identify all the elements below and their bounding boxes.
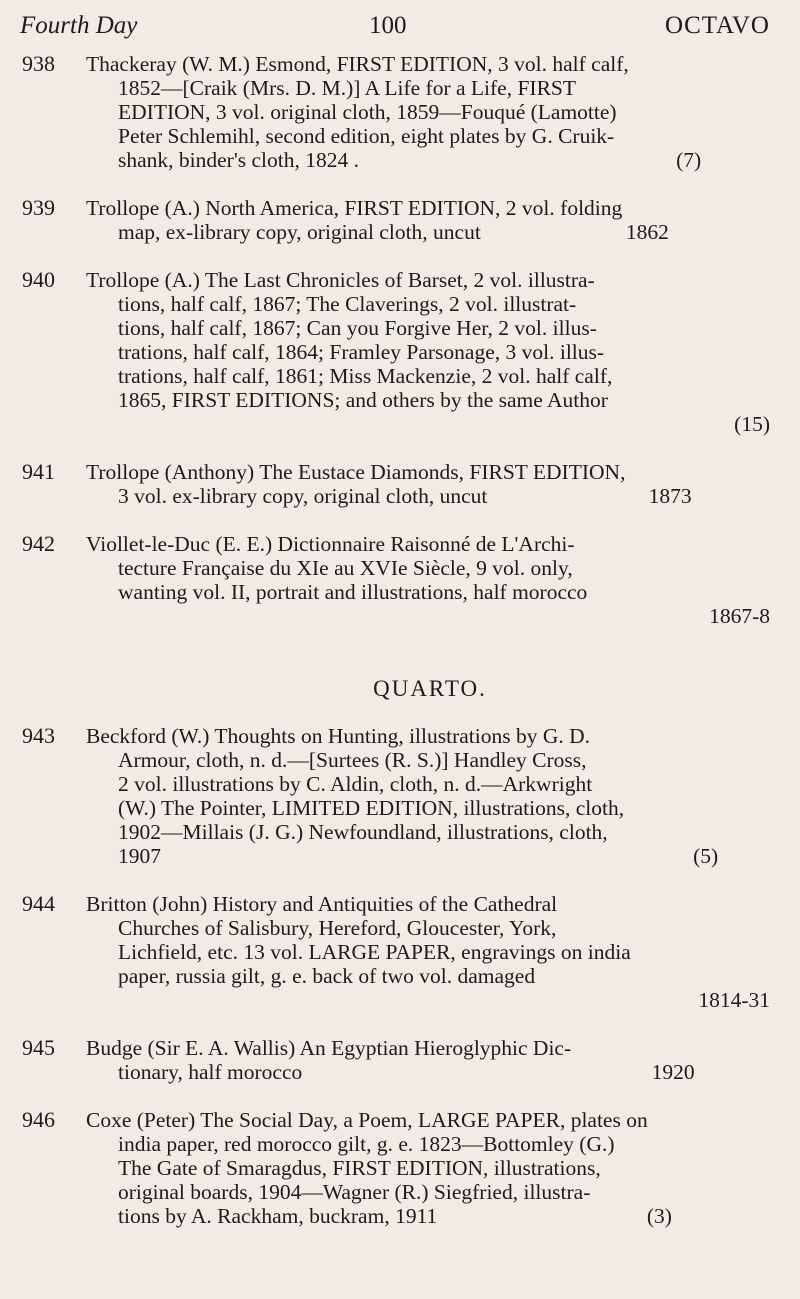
lot-entry xyxy=(0,532,800,628)
lot-entry xyxy=(0,460,800,508)
lot-entry xyxy=(0,1036,800,1084)
lot-line: The Gate of Smaragdus, FIRST EDITION, illustrations, xyxy=(118,1156,601,1180)
lot-entry xyxy=(0,1108,800,1228)
lot-description xyxy=(86,52,770,172)
lot-line: (15) xyxy=(734,412,770,436)
lot-line: wanting vol. II, portrait and illustrations, half morocco xyxy=(118,580,588,604)
lot-line: Peter Schlemihl, second edition, eight plates by G. Cruik- xyxy=(118,124,615,148)
lot-line: 1902—Millais (J. G.) Newfoundland, illustrations, cloth, xyxy=(118,820,608,844)
lot-line: Britton (John) History and Antiquities of the Cathedral xyxy=(86,892,558,916)
lot-number: 939 xyxy=(22,195,55,220)
lot-line: Lichfield, etc. 13 vol. LARGE PAPER, engravings on india xyxy=(118,940,631,964)
lot-line: Churches of Salisbury, Hereford, Gloucester, York, xyxy=(118,916,557,940)
lot-line: Trollope (A.) North America, FIRST EDITION, 2 vol. folding xyxy=(86,196,623,220)
lot-line: 1814-31 xyxy=(698,988,770,1012)
lot-line: Trollope (Anthony) The Eustace Diamonds, FIRST EDITION, xyxy=(86,460,626,484)
lot-line: Thackeray (W. M.) Esmond, FIRST EDITION, 3 vol. half calf, xyxy=(86,52,629,76)
lot-entry xyxy=(0,196,800,244)
lot-number: 938 xyxy=(22,51,55,76)
lot-description xyxy=(86,460,770,508)
lot-line: 1865, FIRST EDITIONS; and others by the same Author xyxy=(118,388,608,412)
section-label: OCTAVO xyxy=(665,12,770,39)
lot-description xyxy=(86,268,770,436)
lot-line: tions by A. Rackham, buckram, 1911 (3) xyxy=(118,1204,672,1228)
lot-number: 945 xyxy=(22,1035,55,1060)
lot-line: EDITION, 3 vol. original cloth, 1859—Fouqué (Lamotte) xyxy=(118,100,617,124)
lot-description xyxy=(86,892,770,1012)
lot-description xyxy=(86,196,770,244)
lot-line: tions, half calf, 1867; The Claverings, 2 vol. illustrat- xyxy=(118,292,577,316)
lot-line: tionary, half morocco 1920 xyxy=(118,1060,695,1084)
lot-line: original boards, 1904—Wagner (R.) Siegfried, illustra- xyxy=(118,1180,591,1204)
lot-number: 941 xyxy=(22,459,55,484)
lot-line: 1852—[Craik (Mrs. D. M.)] A Life for a Life, FIRST xyxy=(118,76,576,100)
section-heading: QUARTO. xyxy=(373,676,487,701)
lot-description xyxy=(86,1108,770,1228)
lot-line: (W.) The Pointer, LIMITED EDITION, illustrations, cloth, xyxy=(118,796,625,820)
lot-line: 2 vol. illustrations by C. Aldin, cloth, n. d.—Arkwright xyxy=(118,772,593,796)
lot-line: 1867-8 xyxy=(709,604,770,628)
lot-line: trations, half calf, 1864; Framley Parsonage, 3 vol. illus- xyxy=(118,340,605,364)
lot-line: Viollet-le-Duc (E. E.) Dictionnaire Raisonné de L'Archi- xyxy=(86,532,575,556)
octavo-lots xyxy=(0,52,800,652)
lot-line: 3 vol. ex-library copy, original cloth, uncut 1873 xyxy=(118,484,692,508)
lot-line: 1907 (5) xyxy=(118,844,719,868)
lot-number: 942 xyxy=(22,531,55,556)
lot-line: tions, half calf, 1867; Can you Forgive Her, 2 vol. illus- xyxy=(118,316,597,340)
day-label: Fourth Day xyxy=(20,12,138,39)
lot-line: shank, binder's cloth, 1824 . (7) xyxy=(118,148,702,172)
lot-line: map, ex-library copy, original cloth, uncut 1862 xyxy=(118,220,669,244)
lot-number: 943 xyxy=(22,723,55,748)
lot-line: Trollope (A.) The Last Chronicles of Barset, 2 vol. illustra- xyxy=(86,268,595,292)
lot-entry xyxy=(0,268,800,436)
lot-description xyxy=(86,532,770,628)
lot-line: Coxe (Peter) The Social Day, a Poem, LARGE PAPER, plates on xyxy=(86,1108,648,1132)
lot-entry xyxy=(0,52,800,172)
lot-line: paper, russia gilt, g. e. back of two vol. damaged xyxy=(118,964,536,988)
lot-entry xyxy=(0,724,800,868)
lot-line: india paper, red morocco gilt, g. e. 1823—Bottomley (G.) xyxy=(118,1132,615,1156)
lot-number: 940 xyxy=(22,267,55,292)
lot-line: Armour, cloth, n. d.—[Surtees (R. S.)] Handley Cross, xyxy=(118,748,587,772)
lot-line: Budge (Sir E. A. Wallis) An Egyptian Hieroglyphic Dic- xyxy=(86,1036,572,1060)
page-number: 100 xyxy=(369,12,407,39)
lot-line: Beckford (W.) Thoughts on Hunting, illustrations by G. D. xyxy=(86,724,591,748)
lot-number: 944 xyxy=(22,891,55,916)
lot-description xyxy=(86,1036,770,1084)
lot-line: tecture Française du XIe au XVIe Siècle, 9 vol. only, xyxy=(118,556,573,580)
lot-description xyxy=(86,724,770,868)
page-header xyxy=(20,12,770,46)
lot-entry xyxy=(0,892,800,1012)
lot-number: 946 xyxy=(22,1107,55,1132)
catalogue-entries xyxy=(0,52,800,1252)
quarto-lots xyxy=(0,724,800,1252)
lot-line: trations, half calf, 1861; Miss Mackenzie, 2 vol. half calf, xyxy=(118,364,613,388)
